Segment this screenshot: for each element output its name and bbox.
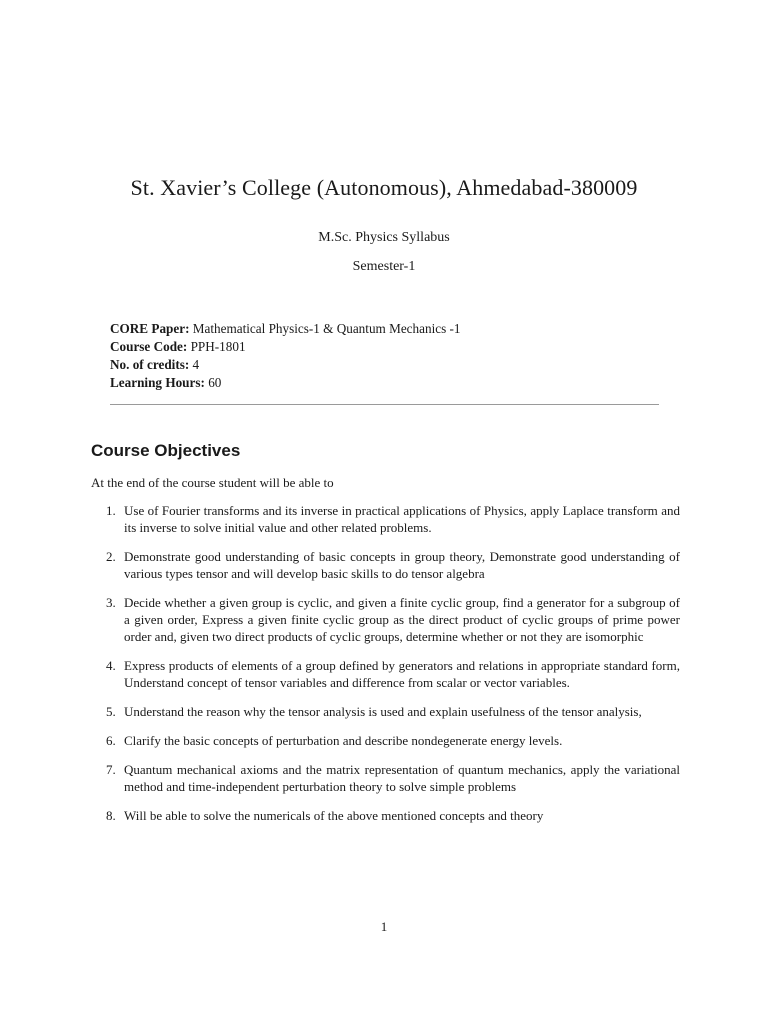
semester-label: Semester-1 [352,259,416,274]
list-item-text: Quantum mechanical axioms and the matrix representation of quantum mechanics, apply the variational method and time-independent perturbation theory to solve simple problems [124,762,680,794]
list-item [106,594,680,645]
list-item [106,732,680,749]
list-item [106,761,680,795]
credits-label: No. of credits: [110,357,190,372]
list-item-text: Understand the reason why the tensor analysis is used and explain usefulness of the tensor analysis, [124,704,642,719]
list-item-text: Use of Fourier transforms and its inverse in practical applications of Physics, apply Laplace transform and its inverse to solve initial value and other related problems. [124,503,680,535]
program-title: M.Sc. Physics Syllabus [318,230,450,245]
list-item-text: Decide whether a given group is cyclic, and given a finite cyclic group, find a generator for a subgroup of a given order, Express a given finite cyclic group as the direct product of cyclic groups of prime power order and, given two direct products of cyclic groups, determine whether or not they are isomorphic [124,595,680,644]
learning-hours-value: 60 [208,375,222,390]
course-code-value: PPH-1801 [190,339,246,354]
list-item [106,703,680,720]
college-title: St. Xavier’s College (Autonomous), Ahmedabad-380009 [130,175,638,200]
learning-hours-label: Learning Hours: [110,375,205,390]
section-heading: Course Objectives [91,441,241,460]
list-item-number: 2. [106,549,116,564]
list-item [106,657,680,691]
credits-value: 4 [192,357,200,372]
learning-hours-row [110,374,461,392]
objectives-intro: At the end of the course student will be able to [91,475,334,490]
course-code-row [110,338,461,356]
core-paper-label: CORE Paper: [110,321,190,336]
list-item-text: Express products of elements of a group defined by generators and relations in appropriate standard form, Understand concept of tensor variables and difference from scalar or vector variables. [124,658,680,690]
list-item-number: 3. [106,595,116,610]
list-item-number: 4. [106,658,116,673]
list-item [106,502,680,536]
list-item [106,548,680,582]
page-number: 1 [380,919,388,934]
list-item-number: 7. [106,762,116,777]
list-item-number: 8. [106,808,116,823]
list-item-number: 5. [106,704,116,719]
list-item-text: Demonstrate good understanding of basic concepts in group theory, Demonstrate good understanding of various types tensor and will develop basic skills to do tensor algebra [124,549,680,581]
objectives-list [106,502,680,836]
horizontal-divider [110,404,659,405]
core-paper-value: Mathematical Physics-1 & Quantum Mechanics -1 [192,321,461,336]
list-item [106,807,680,824]
course-code-label: Course Code: [110,339,188,354]
list-item-number: 6. [106,733,116,748]
core-paper-row [110,320,461,338]
credits-row [110,356,461,374]
course-info [110,320,461,392]
list-item-text: Will be able to solve the numericals of the above mentioned concepts and theory [124,808,544,823]
list-item-text: Clarify the basic concepts of perturbation and describe nondegenerate energy levels. [124,733,563,748]
list-item-number: 1. [106,503,116,518]
